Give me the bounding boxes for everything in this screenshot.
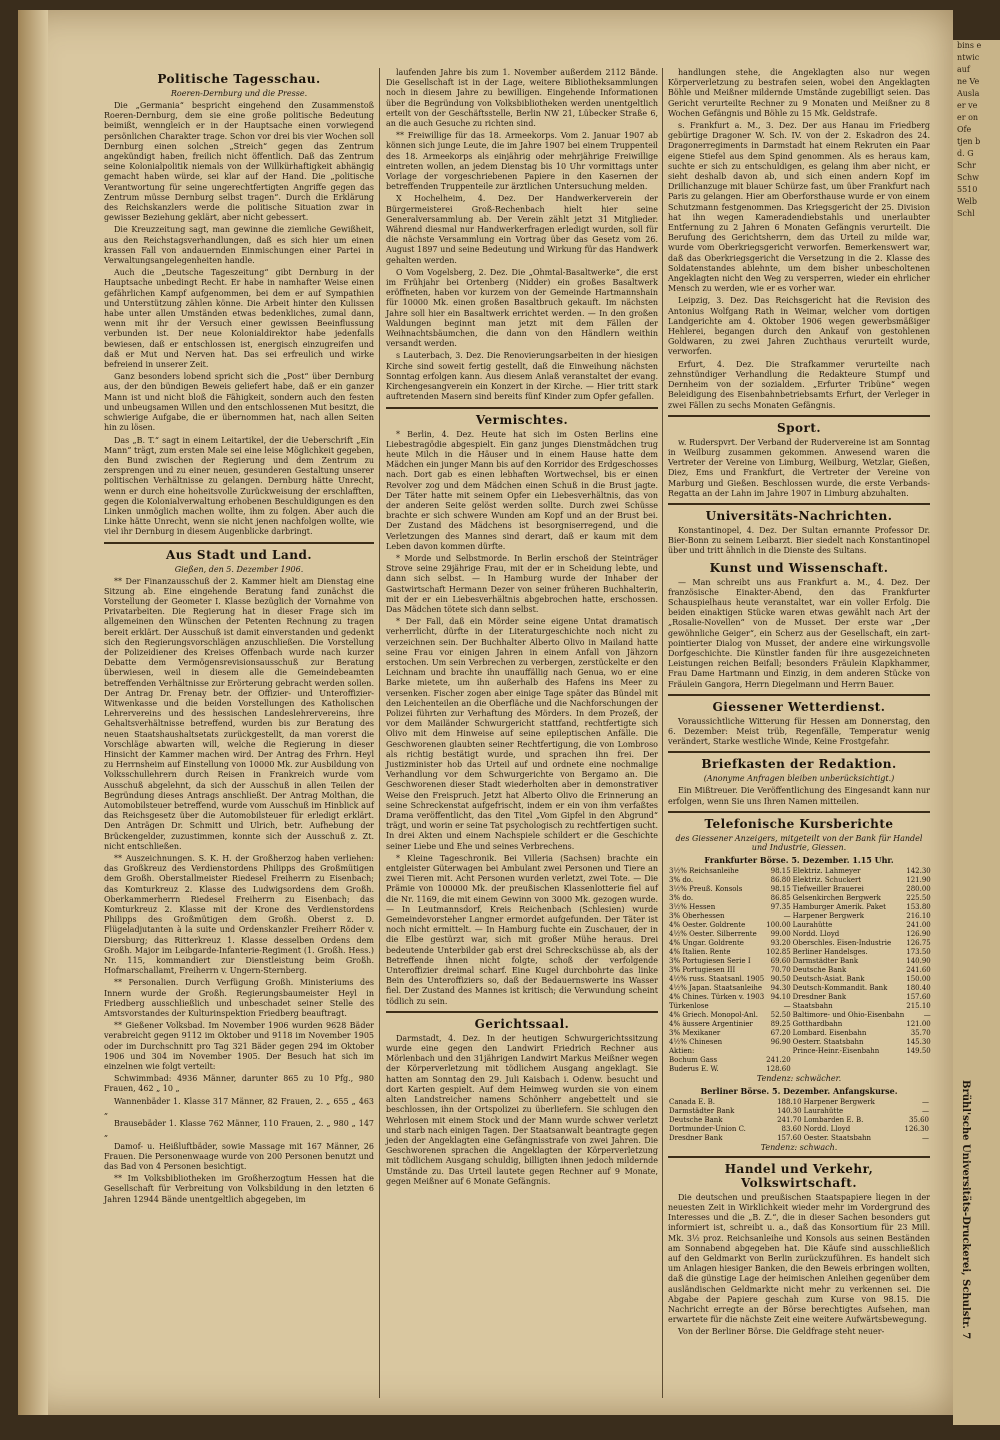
article-paragraph: * Der Fall, daß ein Mörder seine eigene Untat dramatisch verherrlicht, dürfte in der Literaturgeschichte noch nicht zu verzeichnen sein. Der Buchhalter Alberto Olivo in Mailand hatte seine Frau vor einigen Jahren in einem Anfall von Jähzorn erstochen. Um sein Verbrechen zu verbergen, zerstückelte er den Leichnam und brachte ihn unauffällig nach Genua, wo er eine Barke mietete, um ihn außerhalb des Hafens ins Meer zu versenken. Fischer zogen aber einige Tage später das Bündel mit den Leichenteilen an die Oberfläche und die Nachforschungen der Polizei führten zur Verhaftung des Mörders. In dem Prozeß, der vor dem Mailänder Schwurgericht stattfand, rechtfertigte sich Olivo mit dem Hinweise auf seine epileptischen Anfälle. Die Geschworenen glaubten seiner Rechtfertigung, die von Lombroso als richtig bestätigt wurde, und sprachen ihn frei. Der Justizminister hob das Urteil auf und ordnete eine nochmalige Verhandlung vor dem Schwurgerichte von Bergamo an. Die Geschworenen dieser Stadt wiederholten aber in demonstrativer Weise den Freispruch. Jetzt hat Alberto Olivo die Erinnerung an seine Schreckenstat aufgefrischt, indem er ein von ihm verfaßtes Drama veröffentlicht, das den Titel „Vom Gipfel in den Abgrund“ trägt, und worin er seine Tat psychologisch zu rechtfertigen sucht. In drei Akten und einem Nachspiele schildert er die Geschichte seiner Liebe und Ehe und seines Verbrechens. <box>386 617 658 851</box>
article-paragraph: * Berlin, 4. Dez. Heute hat sich im Osten Berlins eine Liebestragödie abgespielt. Ein ganz junges Dienstmädchen trug heute Milch in die Häuser und in einem Hause hatte dem Mädchen ein junger Mann bis auf den Korridor des Erdgeschosses nach. Dort gab es einen lebhaften Wortwechsel, bis er einen Revolver zog und dem Mädchen einen Schuß in die Brust jagte. Der Täter hatte mit seinem Opfer ein Liebesverhältnis, das von der anderen Seite gelöst werden sollte. Durch zwei Schüsse brachte er sich schwere Wunden am Kopf und an der Brust bei. Der Zustand des Mädchens ist besorgniserregend, und die Verletzungen des Mannes sind derart, daß er kaum mit dem Leben davon kommen dürfte. <box>386 429 658 551</box>
article-paragraph: Darmstadt, 4. Dez. In der heutigen Schwurgerichtssitzung wurde eine gegen den Landwirt Friedrich Rechner aus Mörlenbach und den 31jährigen Landwirt Markus Meißner wegen der Körperverletzung mit tödlichem Ausgang angeklagt. Sie hatten am Sonntag den 29. Juli Kaisbach i. Odenw. besucht und dort Karten gespielt. Auf dem Heimweg wurden sie von einem alten Landstreicher namens Schönherr angebettelt und sie beschlossen, ihn der Ortspolizei zu überliefern. Sie schlugen den Wehrlosen mit einem Stock und der Mann wurde schwer verletzt und starb nach einigen Tagen. Der Staatsanwalt beantragte gegen jeden der Angeklagten eine Gefängnisstrafe von zwei Jahren. Die Geschworenen sprachen die Angeklagten der Körperverletzung mit tödlichem Ausgang schuldig, billigten ihnen jedoch mildernde Umstände zu. Das Urteil lautete gegen Rechner auf 9 Monate, gegen Meißner auf 6 Monate Gefängnis. <box>386 1033 658 1186</box>
quote-value: 150.00 <box>906 974 931 983</box>
quote-value: 90.50 <box>770 974 791 983</box>
heading-politische-tagesschau: Politische Tagesschau. <box>157 72 321 86</box>
quote-row <box>668 939 932 948</box>
quote-name: Deutsch-Kommandit. Bank <box>792 983 888 992</box>
quote-name: Harpener Bergwerk <box>803 1097 875 1106</box>
fragment-text: er ve <box>957 101 978 110</box>
fragment-text: d. G <box>957 149 974 158</box>
quote-name: Gotthardbahn <box>792 1019 843 1028</box>
quote-name: Oester. Staatsbahn <box>803 1133 872 1142</box>
article-paragraph: Die Kreuzzeitung sagt, man gewinne die ziemliche Gewißheit, aus den Reichstagsverhandlungen, daß es sich hier um einen krassen Fall von andauernden Einmischungen einer Partei in Verwaltungsangelegenheiten handle. <box>104 225 374 266</box>
fragment-text: ntwic <box>957 53 980 62</box>
quote-name: Dresdner Bank <box>669 1133 723 1142</box>
section-rule <box>668 811 930 813</box>
quote-value: 70.70 <box>770 965 791 974</box>
quote-value: 100.00 <box>766 920 791 929</box>
quote-value: 157.60 <box>777 1133 802 1142</box>
quote-name: Gelsenkirchen Bergwerk <box>792 893 881 902</box>
heading-kursberichte: Telefonische Kursberichte <box>704 816 894 831</box>
quote-value: 180.40 <box>906 983 931 992</box>
quote-value: — <box>922 1133 929 1142</box>
fragment-text: bins e <box>957 41 982 50</box>
quote-row <box>668 1038 932 1047</box>
quote-value: 97.35 <box>770 902 791 911</box>
quote-row <box>668 903 932 912</box>
column-1 <box>104 68 374 1408</box>
briefkasten-note: (Anonyme Anfragen bleiben unberücksichtigt.) <box>703 774 895 784</box>
quote-row <box>668 1098 930 1107</box>
article-paragraph: Auch die „Deutsche Tageszeitung“ gibt Dernburg in der Hauptsache unbedingt Recht. Er habe in namhafter Weise einen gefährlichen Kampf aufgenommen, bei dem er auf Sympathien und Unterstützung zählen könne. Die Arbeit hinter den Kulissen habe unter allen Umständen etwas bedenkliches, zumal dann, wenn mit ihr der Versuch einer gewissen Beeinflussung verbunden ist. Der neue Kolonialdirektor habe jedenfalls bewiesen, daß er entschlossen ist, energisch einzugreifen und daß er Mut und Nerven hat. Das sei erfreulich und wirke befreiend in unserer Zeit. <box>104 268 374 370</box>
quote-row <box>668 1056 932 1065</box>
quote-value: 153.80 <box>906 902 931 911</box>
quote-value: 98.15 <box>770 884 791 893</box>
quote-name: 3% Mexikaner <box>669 1028 721 1037</box>
article-paragraph: laufenden Jahre bis zum 1. November außerdem 2112 Bände. Die Gesellschaft ist in der Lage, weitere Bibliotheksammlungen noch in diesem Jahre zu bewilligen. Eingehende Informationen über die Begründung von Volksbibliotheken werden unentgeltlich erteilt von der Geschäftsstelle, Berlin NW 21, Lübecker Straße 6, an die auch Gesuche zu richten sind. <box>386 68 658 129</box>
quote-row <box>668 1002 932 1011</box>
heading-gerichtssaal: Gerichtssaal. <box>474 1016 570 1031</box>
quote-name: 4% Chines. Türken v. 1903 <box>669 992 765 1001</box>
quote-name: 4½% Chinesen <box>669 1037 723 1046</box>
quote-value: 102.85 <box>766 947 791 956</box>
quote-value: 157.60 <box>906 992 931 1001</box>
quote-name: Laurahütte <box>792 920 833 929</box>
heading-vermischtes: Vermischtes. <box>475 412 569 427</box>
column-2 <box>386 68 658 1408</box>
article-paragraph: Das „B. T.“ sagt in einem Leitartikel, der die Ueberschrift „Ein Mann“ trägt, zum ersten Male sei eine leise Möglichkeit gegeben, den Bund zwischen der Regierung und dem Zentrum zu zersprengen und zu einer neuen, gesunderen Gestaltung unserer politischen Verhältnisse zu gelangen. Dernburg hätte Unrecht, wenn er durch eine hoheitsvolle Zurückweisung der erschlafften, gegen die Kolonialverwaltung erhobenen Beschuldigungen es den Linken unmöglich machen wollte, ihm zu folgen. Aber auch die Linke hätte Unrecht, wenn sie nicht jenen nachfolgen wollte, wie viel ihr Dernburg in diesem Augenblicke darbringt. <box>104 435 374 537</box>
section-rule <box>668 415 930 417</box>
quote-row <box>668 975 932 984</box>
article-paragraph: w. Ruderspvrt. Der Verband der Rudervereine ist am Sonntag in Weilburg zusammen gekommen. Anwesend waren die Vertreter der Vereine von Limburg, Weilburg, Wetzlar, Gießen, Diez, Ems und Frankfurt, die Vertreter der Vereine von Marburg und Gießen. Beschlossen wurde, die erste Verbands-Regatta an der Lahn im Jahre 1907 in Limburg abzuhalten. <box>668 437 930 498</box>
quote-value: 69.60 <box>770 956 791 965</box>
quote-name: Elektriz. Schuckert <box>792 875 862 884</box>
heading-handel-und-verkehr: Handel und Verkehr, Volkswirtschaft. <box>724 1161 874 1190</box>
quote-row <box>668 984 932 993</box>
quote-name <box>792 1056 906 1065</box>
quote-name: Bochum Gass <box>669 1055 718 1064</box>
article-paragraph: * Kleine Tageschronik. Bei Villeria (Sachsen) brachte ein entgleister Güterwagen bei Ambulant zwei Personen und Tiere an zwei Tieren mit. Acht Personen wurden verletzt, zwei Tote. — Die Prämie von 100000 Mk. der preußischen Klassenlotterie fiel auf die Nr. 1169, die mit einem Gewinn von 3000 Mk. gezogen wurde. — In Leutmannsdorf, Kreis Reichenbach (Schlesien) wurde Gemeindevorsteher Langner ermordet aufgefunden. Der Täter ist noch nicht ermittelt. — In Hamburg fuchte ein Zuschauer, der in die Elbe gestürzt war, sich mit großer Mühe heraus. Drei bedeutende Unterbilder gab erst drei Schreckschüsse ab, als der Betreffende ihnen nicht folgte, schoß der verfolgende Unteroffizier dreimal scharf. Eine Kugel durchbohrte das linke Bein des Unteroffiziers so, daß der Bedauernswerte ins Wasser fiel. Der Zustand des Mannes ist kritisch; die Verwundung scheint tödlich zu sein. <box>386 853 658 1006</box>
article-paragraph: Die „Germania“ bespricht eingehend den Zusammenstoß Roeren-Dernburg, dem sie eine große politische Bedeutung beimißt, wenngleich er in der Hauptsache einen vorwiegend persönlichen Charakter trage. Schon vor drei bis vier Wochen soll Dernburg einen solchen „Streich“ gegen das Zentrum angekündigt haben, freilich nicht öffentlich. Daß das Zentrum seine Kolonialpolitik niemals von der Willkürhaftigkeit abhängig gemacht haben würde, sei klar auf der Hand. Die „politische Verantwortung für seine ungerechtfertigten Angriffe gegen das Zentrum müsse Dernburg selbst tragen“. Durch die Erklärung des Reichskanzlers werde die politische Situation zwar in gewisser Beziehung geklärt, aber nicht gebessert. <box>104 101 374 223</box>
quote-row <box>668 876 932 885</box>
quote-name: 4% Griech. Monopol-Anl. <box>669 1010 758 1019</box>
quote-value: 96.90 <box>770 1037 791 1046</box>
statistic-line: Schwimmbad: 4936 Männer, darunter 865 zu 10 Pfg., 980 Frauen, 462 „ 10 „ <box>104 1074 374 1094</box>
column-divider <box>379 68 380 1398</box>
quote-name: Oesterr. Staatsbahn <box>792 1037 864 1046</box>
quote-name: 3½% Reichsanleihe <box>669 866 739 875</box>
article-paragraph: X Hochelheim, 4. Dez. Der Handwerkerverein der Bürgermeisterei Groß-Rechenbach hielt hier seine Generalversammlung ab. Der Verein zählt jetzt 31 Mitglieder. Während diesmal nur Handwerkerfragen erledigt wurden, soll für die nächste Versammlung ein Vortrag über das Gesetz vom 26. August 1897 und seine Bedeutung und Wirkung für das Handwerk gehalten werden. <box>386 194 658 265</box>
quote-row <box>668 1065 932 1074</box>
quote-value: — <box>922 1106 929 1115</box>
quote-value: 216.10 <box>906 911 931 920</box>
fragment-text: Schw <box>957 173 979 182</box>
dateline-giessen: Gießen, den 5. Dezember 1906. <box>174 564 304 574</box>
quote-value: 241.00 <box>906 920 931 929</box>
quote-name: 4% Italien. Rente <box>669 947 731 956</box>
quote-name: 3% do. <box>669 875 694 884</box>
quote-name: Tiefweiller Brauerei <box>792 884 864 893</box>
quote-name: Lombarden E. B. <box>803 1115 864 1124</box>
quote-value: 173.50 <box>906 947 931 956</box>
section-rule <box>668 751 930 753</box>
quote-name: Aktien: <box>669 1046 695 1055</box>
quote-value: 93.20 <box>770 938 791 947</box>
heading-universitaets-nachrichten: Universitäts-Nachrichten. <box>705 508 893 523</box>
quote-value: 52.50 <box>770 1010 791 1019</box>
quote-value: 241.60 <box>906 965 931 974</box>
quote-value: 35.60 <box>908 1115 929 1124</box>
quote-name: Laurahütte <box>803 1106 844 1115</box>
quote-name: 3% Portugiesen III <box>669 965 736 974</box>
article-paragraph: Die deutschen und preußischen Staatspapiere liegen in der neuesten Zeit in Wirklichkeit wieder mehr im Vordergrund des Interesses und die „B. Z.“, die in dieser Sachen besonders gut informiert ist, schreibt u. a., daß das Konsortium für 23 Mill. Mk. 3½ proz. Reichsanleihe und Konsols aus seinen Beständen am Sonnabend abgegeben hat. Die Käufe sind ausschließlich auf den Geldmarkt von Berlin zurückzuführen. Es handelt sich um Anlagen hiesiger Banken, die den Beweis erbringen wollten, daß die günstige Lage der heimischen Anleihen gegenüber dem ausländischen Geldmarkte nicht mehr zu verkennen sei. Die Abgabe der Papiere geschah zum Kurse von 98.15. Die Nachricht erregte an der Börse berechtigtes Aufsehen, man erwartete für die nächste Zeit eine weitere Aufwärtsbewegung. <box>668 1192 930 1325</box>
quote-value: 67.20 <box>770 1028 791 1037</box>
quote-row <box>668 966 932 975</box>
heading-wetterdienst: Giessener Wetterdienst. <box>712 699 886 714</box>
article-paragraph: Von der Berliner Börse. Die Geldfrage steht neuer- <box>678 1327 885 1337</box>
quote-value: 35.70 <box>910 1028 931 1037</box>
article-paragraph: ** Freiwillige für das 18. Armeekorps. Vom 2. Januar 1907 ab können sich junge Leute, die im Jahre 1907 bei einem Truppenteil des 18. Armeekorps als einjährig oder mehrjährige Freiwillige eintreten wollen, an jedem Dienstag bis 10 Uhr vormittags unter Vorlage der vorgeschriebenen Papiere in den Kasernen der betreffenden Truppenteile zur ärztlichen Untersuchung melden. <box>386 131 658 192</box>
section-rule <box>104 542 374 544</box>
fragment-text: ne Ve <box>957 77 980 86</box>
quote-row <box>668 1029 932 1038</box>
article-paragraph: s. Frankfurt a. M., 3. Dez. Der aus Hanau im Friedberg gebürtige Dragoner W. Sch. IV. von der 2. Eskadron des 24. Dragonerregiments in Darmstadt hat einem Rekruten ein Paar eigene Stiefel aus dem Spind genommen. Als es heraus kam, suchte er sich zu entschuldigen, es gelang ihm aber nicht, er sieht deshalb davon ab, und sich einen andern Kopf im Drillichanzuge mit blauer Schürze fast, um über Frankfurt nach Paris zu gelangen. Hier am Oberforsthause wurde er von einem Schutzmann festgenommen. Das Kriegsgericht der 25. Division hat ihn wegen Kameradendiebstahls und unerlaubter Entfernung zu 2 Jahren 6 Monaten Gefängnis verurteilt. Die Berufung des Gerichtsherrn, dem das Urteil zu milde war, wurde vom Oberkriegsgericht verworfen. Bemerkenswert war, daß das Oberkriegsgericht die Versetzung in die 2. Klasse des Soldatenstandes ablehnte, um dem bisher unbescholtenen Angeklagten nicht den Weg zu versperren, wieder ein ehrlicher Mensch zu werden, wie er es vorher war. <box>668 121 930 294</box>
quote-name: 4% äussere Argentinier <box>669 1019 753 1028</box>
binding-shadow <box>18 10 48 1415</box>
quote-name: Berliner Handelsges. <box>792 947 868 956</box>
article-paragraph: Konstantinopel, 4. Dez. Der Sultan ernannte Professor Dr. Bier-Bonn zu seinem Leibarzt. Bier siedelt nach Konstantinopel über und tritt ähnlich in die Dienste des Sultans. <box>668 525 930 556</box>
quote-row <box>668 948 932 957</box>
quote-value: 215.10 <box>906 1001 931 1010</box>
quote-name: 3½% Preuß. Konsols <box>669 884 743 893</box>
quote-row <box>668 921 932 930</box>
quote-value: — <box>783 1001 791 1010</box>
quote-name: Staatsbahn <box>792 1001 833 1010</box>
fragment-text: tjen b <box>957 137 981 146</box>
heading-kunst-und-wissenschaft: Kunst und Wissenschaft. <box>709 560 889 575</box>
quote-row <box>668 1116 930 1125</box>
quote-name: Deutsche Bank <box>792 965 847 974</box>
quote-row <box>668 867 932 876</box>
adjacent-page-fragments <box>953 40 1000 220</box>
quote-value: — <box>783 911 791 920</box>
article-paragraph: ** Personalien. Durch Verfügung Großh. Ministeriums des Innern wurde der Großh. Regierungsbaumeister Heyl in Friedberg ausschließlich und unbeschadet seiner Stelle des Amtsvorstandes der Kulturinspektion Friedberg beauftragt. <box>104 978 374 1019</box>
quote-value: — <box>923 1010 931 1019</box>
heading-sport: Sport. <box>776 420 822 435</box>
quote-value: 241.70 <box>777 1115 802 1124</box>
quote-value: — <box>922 1097 929 1106</box>
quote-value: 126.90 <box>906 929 931 938</box>
quote-row <box>668 1020 932 1029</box>
quote-name <box>792 1065 906 1074</box>
quote-row <box>668 912 932 921</box>
quote-name: Baltimore- und Ohio-Eisenbahn <box>792 1010 905 1019</box>
quote-value: 241.20 <box>766 1055 791 1064</box>
quote-row <box>668 885 932 894</box>
article-paragraph: O Vom Vogelsberg, 2. Dez. Die „Ohmtal-Basaltwerke“, die erst im Frühjahr bei Ortenberg (Nidder) ein großes Basaltwerk eröffneten, haben vor kurzem von der Gemeinde Hartmannshain für 10000 Mk. einen großen Basaltbruch gekauft. Im nächsten Jahre soll hier ein Basaltwerk errichtet werden. — In den großen Waldungen beginnt man jetzt mit dem Fällen der Weihnachtsbäumchen, die dann von den Händlern weithin versandt werden. <box>386 267 658 349</box>
column-3 <box>668 68 930 1408</box>
quote-value: 121.90 <box>906 875 931 884</box>
quote-name: 4% Ungar. Goldrente <box>669 938 744 947</box>
frankfurt-boerse-title: Frankfurter Börse. 5. Dezember. 1.15 Uhr. <box>704 854 894 865</box>
quote-name: 4% Oester. Goldrente <box>669 920 746 929</box>
quote-name: 4½% Oester. Silberrente <box>669 929 757 938</box>
quote-value <box>905 1065 932 1074</box>
quote-row <box>668 1125 930 1134</box>
quote-value: 140.30 <box>777 1106 802 1115</box>
quote-row <box>668 1047 932 1056</box>
article-paragraph: s Lauterbach, 3. Dez. Die Renovierungsarbeiten in der hiesigen Kirche sind soweit fertig gestellt, daß die Einweihung nächsten Sonntag erfolgen kann. Aus diesem Anlaß veranstaltet der evang. Kirchengesangverein ein Konzert in der Kirche. — Hier tritt stark auftretenden Masern sind bereits fünf Kinder zum Opfer gefallen. <box>386 351 658 402</box>
quote-value: 99.00 <box>770 929 791 938</box>
statistic-line: Brausebäder 1. Klasse 762 Männer, 110 Frauen, 2. „ 980 „ 147 „ <box>104 1119 374 1139</box>
quote-row <box>668 993 932 1002</box>
quote-value: 121.00 <box>906 1019 931 1028</box>
quote-name: Dortmunder-Union C. <box>669 1124 746 1133</box>
article-paragraph: ** Auszeichnungen. S. K. H. der Großherzog haben verliehen: das Großkreuz des Verdienstordens Philipps des Großmütigen dem Großh. Oberstallmeister Riedesel Freiherrn zu Eisenbach; das Komturkreuz 2. Klasse des Ludwigsordens dem Großh. Oberkammerherrn Riedesel Freiherrn zu Eisenbach; das Komturkreuz 2. Klasse mit der Krone des Verdienstordens Philipps des Großmütigen dem Großh. Oberst z. D. Flügeladjutanten à la suite und Ordenskanzler Freiherr Röder v. Diersburg; das Ritterkreuz 1. Klasse desselben Ordens dem Großh. Major im Leibgarde-Infanterie-Regiment (1. Großh. Hess.) Nr. 115, kommandiert zur Dienstleistung beim Großh. Hofmarschallamt, Freiherrn v. Ungern-Sternberg. <box>104 854 374 976</box>
quote-value: 126.30 <box>904 1124 929 1133</box>
article-paragraph: Ein Mißtreuer. Die Veröffentlichung des Eingesandt kann nur erfolgen, wenn Sie uns Ihren Namen mitteilen. <box>668 786 930 806</box>
section-rule <box>386 1011 658 1013</box>
fragment-text: Welb <box>957 197 977 206</box>
quote-value: 98.15 <box>770 866 791 875</box>
fragment-text: er on <box>957 113 979 122</box>
quote-name: Dresdner Bank <box>792 992 847 1001</box>
newspaper-page <box>18 10 953 1415</box>
quote-value: 86.85 <box>770 893 791 902</box>
quote-value: 94.30 <box>770 983 791 992</box>
quote-value: 145.30 <box>906 1037 931 1046</box>
fragment-text: Ausla <box>957 89 980 98</box>
quote-value: 280.00 <box>906 884 931 893</box>
adjacent-page-strip <box>953 40 1000 1425</box>
article-paragraph: Erfurt, 4. Dez. Die Strafkammer verurteilte nach zehnstündiger Verhandlung die Redakteure Stumpf und Dernheim von der sozialdem. „Erfurter Tribüne“ wegen Beleidigung des Eisenbahnbetriebsamts Erfurt, der Verleger in zwei Fällen zu sechs Monaten Gefängnis. <box>668 359 930 410</box>
column-divider <box>662 68 663 1398</box>
article-paragraph: Voraussichtliche Witterung für Hessen am Donnerstag, den 6. Dezember: Meist trüb, Regenfälle, Temperatur wenig verändert, Starke westliche Winde, Keine Frostgefahr. <box>668 716 930 747</box>
quote-name: 4½% russ. Staatsanl. 1905 <box>669 974 765 983</box>
heading-aus-stadt-und-land: Aus Stadt und Land. <box>165 547 313 562</box>
kursberichte-source: des Giessener Anzeigers, mitgeteilt von der Bank für Handel und Industrie, Giessen. <box>675 833 923 852</box>
quote-name: Elektriz. Lahmeyer <box>792 866 861 875</box>
section-rule <box>668 694 930 696</box>
quote-value: 225.50 <box>906 893 931 902</box>
berlin-quote-table <box>668 1098 930 1143</box>
quote-value: 142.30 <box>906 866 931 875</box>
quote-name: Nordd. Lloyd <box>792 929 840 938</box>
quote-name: 3% Oberhessen <box>669 911 725 920</box>
article-paragraph: * Morde und Selbstmorde. In Berlin erschoß der Steinträger Strove seine 29jährige Frau, mit der er in Scheidung lebte, und dann sich selbst. — In Hamburg wurde der Inhaber der Gastwirtschaft Hermann Dezer von seiner früheren Buchhalterin, mit der er ein Liebesverhältnis abgebrochen hatte, erschossen. Das Mädchen tötete sich dann selbst. <box>386 553 658 614</box>
quote-row <box>668 1134 930 1143</box>
quote-name: Canada E. B. <box>669 1097 716 1106</box>
article-paragraph: — Man schreibt uns aus Frankfurt a. M., 4. Dez. Der französische Einakter-Abend, den das Frankfurter Schauspielhaus heute veranstaltet, war ein voller Erfolg. Die beiden einaktigen Stücke waren etwas gewählt nach Art der „Rosalie-Novellen“ von de Musset. Der erste war „Der gewöhnliche Geiger“, ein Scherz aus der Gesellschaft, ein zart-pointierter Dialog von Musset, der andere eine wirkungsvolle Dorfgeschichte. Die Künstler fanden für ihre ausgezeichneten Leistungen reichen Beifall; besonders Fräulein Klapkhammer, Frau Dame Hartmann und Einzig, in dem anderen Stücke von Fräulein Gangora, Herrn Diegelmann und Herrn Bauer. <box>668 577 930 689</box>
quote-name: Lombard. Eisenbahn <box>792 1028 867 1037</box>
article-paragraph: ** Der Finanzausschuß der 2. Kammer hielt am Dienstag eine Sitzung ab. Eine eingehende Beratung fand zunächst die Vorstellung der Geometer I. Klasse bezüglich der Vornahme von Privatarbeiten. Die Regierung hat in dieser Frage sich im allgemeinen den Wünschen der Petenten Rechnung zu tragen bereit erklärt. Der Ausschuß ist damit einverstanden und gedenkt sich den Regierungsvorschlägen anzuschließen. Die Vorstellung der Polizeidiener des Kreises Offenbach wurde nach kurzer Debatte dem Vermögensrevisionsausschuß zur Beratung überwiesen, weil in diesem alle die Gemeindebeamten betreffenden Verhältnisse zur Erörterung gebracht werden sollen. Der Antrag Dr. Frenay betr. der Offizier- und Unteroffizier-Witwenkasse und die beiden Vorstellungen des Katholischen Lehrervereins und des hessischen Landeslehrervereins, ihre Gehaltsverhältnisse betreffend, wurden bis zur Beratung des neuen Staatshaushaltsetats zurückgestellt, da man vorerst die Vorschläge abwarten will, welche die Regierung in dieser Hinsicht der Kammer machen wird. Der Antrag des Frhrn. Heyl zu Herrnsheim auf Einstellung von 10000 Mk. zur Ausbildung von Volksschullehrern durch Reisen in Frankreich wurde vom Ausschuß abgelehnt, da sich der Ausschuß in allen Teilen der Begründung dieses Antrags anschließt. Der Antrag Molthan, die Automobilsteuer betreffend, wurde vom Ausschuß im Hinblick auf das Reichsgesetz über die Automobilsteuer für erledigt erklärt. Den Anträgen Dr. Schmitt und Ulrich, betr. Aufhebung der Brückengelder, zuzustimmen, konnte sich der Ausschuß z. Zt. nicht entschließen. <box>104 576 374 851</box>
section-rule <box>668 503 930 505</box>
quote-value: 149.50 <box>906 1046 931 1055</box>
quote-value: 83.60 <box>781 1124 802 1133</box>
quote-name: Darmstädter Bank <box>669 1106 735 1115</box>
quote-name: Deutsch-Asiat. Bank <box>792 974 865 983</box>
quote-name: Buderus E. W. <box>669 1064 719 1073</box>
fragment-text: 5510 <box>957 185 978 194</box>
section-rule <box>668 1156 930 1158</box>
quote-row <box>668 1011 932 1020</box>
quote-row <box>668 930 932 939</box>
quote-value <box>765 1047 792 1056</box>
tendenz-frankfurt: Tendenz: schwächer. <box>756 1073 842 1083</box>
section-rule <box>386 407 658 409</box>
quote-name: 4½% Japan. Staatsanleihe <box>669 983 763 992</box>
heading-briefkasten: Briefkasten der Redaktion. <box>701 757 897 772</box>
berlin-boerse-title: Berliner Börse. 5. Dezember. Anfangskurse. <box>700 1085 898 1096</box>
tendenz-berlin: Tendenz: schwach. <box>760 1142 838 1152</box>
quote-value: 140.90 <box>906 956 931 965</box>
quote-row <box>668 957 932 966</box>
fragment-text: Schr <box>957 161 976 170</box>
quote-name: Prince-Heinr.-Eisenbahn <box>792 1046 880 1055</box>
quote-value: 89.25 <box>770 1019 791 1028</box>
article-paragraph: ** Im Volksbibliotheken im Großherzogtum Hessen hat die Gesellschaft für Verbreitung von Volksbildung in den letzten 6 Jahren 12944 Bände unentgeltlich abgegeben, im <box>104 1174 374 1204</box>
fragment-text: Schl <box>957 209 975 218</box>
article-paragraph: Leipzig, 3. Dez. Das Reichsgericht hat die Revision des Antonius Wolfgang Rath in Weimar, welcher vom dortigen Landgerichte am 4. Oktober 1906 wegen gewerbsmäßiger Hehlerei, begangen durch den Ankauf von gestohlenen Goldwaren, zu zwei Jahren Zuchthaus verurteilt wurde, verworfen. <box>668 296 930 357</box>
quote-name: Deutsche Bank <box>669 1115 723 1124</box>
quote-name: Nordd. Lloyd <box>803 1124 851 1133</box>
quote-row <box>668 1107 930 1116</box>
printer-imprint: Brühl'sche Universitäts-Druckerei, Schulstr. 7 <box>960 1080 971 1340</box>
quote-name: 3% do. <box>669 893 694 902</box>
quote-value: 86.80 <box>770 875 791 884</box>
quote-name: Oberschles. Eisen-Industrie <box>792 938 892 947</box>
statistic-line: Wannenbäder 1. Klasse 317 Männer, 82 Frauen, 2. „ 655 „ 463 „ <box>104 1096 374 1116</box>
article-paragraph: ** Gießener Volksbad. Im November 1906 wurden 9628 Bäder verabreicht gegen 9112 im Oktober und 9118 im November 1905 oder im Durchschnitt pro Tag 321 Bäder gegen 294 im Oktober 1906 und 304 im November 1905. Der Besuch hat sich im einzelnen wie folgt verteilt: <box>104 1021 374 1072</box>
quote-row <box>668 894 932 903</box>
quote-name: Harpener Bergwerk <box>792 911 864 920</box>
quote-name: 3½% Hessen <box>669 902 716 911</box>
fragment-text: auf <box>957 65 970 74</box>
quote-value: 188.10 <box>777 1097 802 1106</box>
quote-value: 128.60 <box>766 1064 791 1073</box>
article-paragraph: Ganz besonders lobend spricht sich die „Post“ über Dernburg aus, der den bündigen Beweis geliefert habe, daß er ein ganzer Mann ist und nicht bloß die Fähigkeit, sondern auch den festen und unbeugsamen Willen und den entschlossenen Mut besitzt, die schwierige Aufgabe, die er übernommen hat, nach allen Seiten hin zu lösen. <box>104 372 374 433</box>
quote-name: Hamburger Amerik. Paket <box>792 902 886 911</box>
quote-value: 126.75 <box>906 938 931 947</box>
quote-name: 3% Portugiesen Serie I <box>669 956 751 965</box>
frankfurt-quote-table <box>668 867 932 1074</box>
quote-value <box>905 1056 932 1065</box>
quote-name: Türkenlose <box>669 1001 709 1010</box>
quote-value: 94.10 <box>770 992 791 1001</box>
subheading-roeren-dernburg: Roeren-Dernburg und die Presse. <box>170 89 308 98</box>
quote-name: Darmstädter Bank <box>792 956 859 965</box>
article-paragraph: handlungen stehe, die Angeklagten also nur wegen Körperverletzung zu bestrafen seien, wobei den Angeklagten Böhle und Meißner mildernde Umstände zugebilligt seien. Das Gericht verurteilte Rechner zu 9 Monaten und Meißner zu 8 Wochen Gefängnis und Böhle zu 15 Mk. Geldstrafe. <box>668 68 930 118</box>
statistic-line: Damof- u. Heißluftbäder, sowie Massage mit 167 Männer, 26 Frauen. Die Personenwaage wurde von 200 Personen benutzt und das Bad von 4 Personen besichtigt. <box>104 1141 374 1171</box>
fragment-text: Ofe <box>957 125 972 134</box>
